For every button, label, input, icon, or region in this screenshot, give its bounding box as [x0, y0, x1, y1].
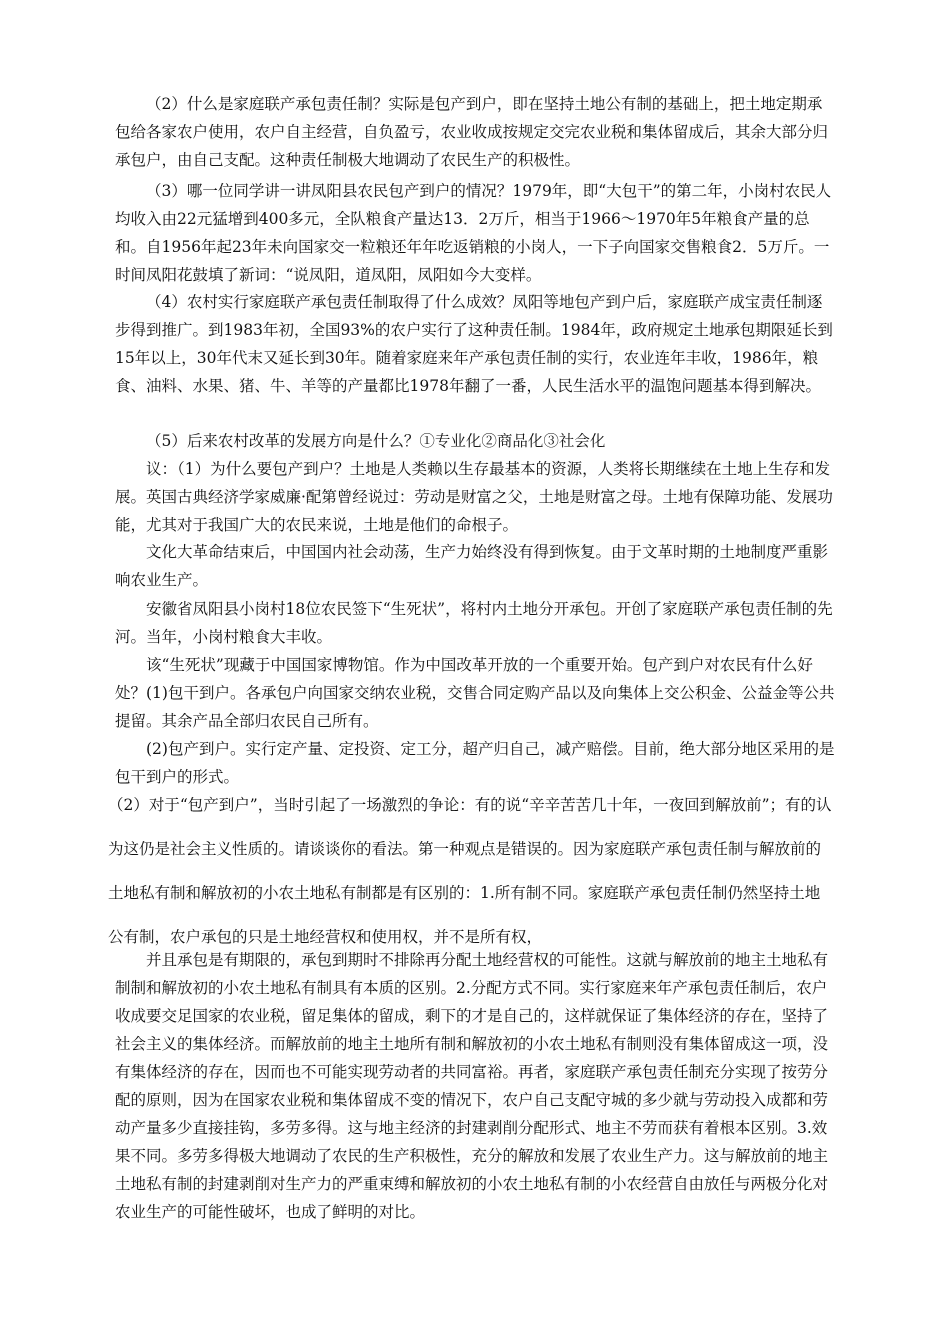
paragraph-life-death-pledge: 安徽省凤阳县小岗村18位农民签下“生死状”，将村内土地分开承包。开创了家庭联产承包责任制的先河。当年，小岗村粮食大丰收。 [115, 600, 833, 646]
paragraph-household-responsibility-definition: （2）什么是家庭联产承包责任制？实际是包产到户，即在坚持土地公有制的基础上，把土地定期承包给各家农户使用，农户自主经营，自负盈亏，农业收成按规定交完农业税和集体留成后，其余大部分归承包户，由自己支配。这种责任制极大地调动了农民生产的积极性。 [115, 95, 829, 169]
paragraph-reform-results: （4）农村实行家庭联产承包责任制取得了什么成效？凤阳等地包产到户后，家庭联产成宝责任制逐步得到推广。到1983年初，全国93%的农户实行了这种责任制。1984年，政府规定土地承包期限延长到15年以上，30年代末又延长到30年。随着家庭来年产承包责任制的实行，农业连年丰收，1986年，粮食、油料、水果、猪、牛、羊等的产量都比1978年翻了一番，人民生活水平的温饱问题基本得到解决。 [115, 293, 833, 395]
paragraph-reform-direction: （5）后来农村改革的发展方向是什么？①专业化②商品化③社会化 [146, 432, 606, 450]
paragraph-output-contracting: (2)包产到户。实行定产量、定投资、定工分，超产归自己，减产赔偿。目前，绝大部分地区采用的是包干到户的形式。 [115, 740, 835, 786]
paragraph-discussion-why: 议：（1）为什么要包产到户？土地是人类赖以生存最基本的资源，人类将长期继续在土地上生存和发展。英国古典经济学家威廉·配第曾经说过：劳动是财富之父，土地是财富之母。土地有保障功能、发展功能，尤其对于我国广大的农民来说，土地是他们的命根子。 [115, 460, 833, 534]
paragraph-differences: 并且承包是有期限的，承包到期时不排除再分配土地经营权的可能性。这就与解放前的地主土地私有制制和解放初的小农土地私有制具有本质的区别。2.分配方式不同。实行家庭来年产承包责任制后，农户收成要交足国家的农业税，留足集体的留成，剩下的才是自己的，这样就保证了集体经济的存在，坚持了社会主义的集体经济。而解放前的地主土地所有制和解放初的小农土地私有制则没有集体留成这一项，没有集体经济的存在，因而也不可能实现劳动者的共同富裕。再者，家庭联产承包责任制充分实现了按劳分配的原则，因为在国家农业税和集体留成不变的情况下，农户自己支配守城的多少就与劳动投入成都和劳动产量多少直接挂钩，多劳多得。这与地主经济的封建剥削分配形式、地主不劳而获有着根本区别。3.效果不同。多劳多得极大地调动了农民的生产积极性，充分的解放和发展了农业生产力。这与解放前的地主土地私有制的封建剥削对生产力的严重束缚和解放初的小农土地私有制的小农经营自由放任与两极分化对农业生产的可能性破坏，也成了鲜明的对比。 [115, 951, 829, 1221]
paragraph-cultural-revolution: 文化大革命结束后，中国国内社会动荡，生产力始终没有得到恢复。由于文革时期的土地制度严重影响农业生产。 [115, 543, 829, 589]
paragraph-benefits-to-farmers: 该“生死状”现藏于中国国家博物馆。作为中国改革开放的一个重要开始。包产到户对农民有什么好处？(1)包干到户。各承包户向国家交纳农业税，交售合同定购产品以及向集体上交公积金、公益金等公共提留。其余产品全部归农民自己所有。 [115, 656, 835, 730]
paragraph-debate: （2）对于“包产到户”，当时引起了一场激烈的争论：有的说“辛辛苦苦几十年，一夜回到解放前”；有的认为这仍是社会主义性质的。请谈谈你的看法。第一种观点是错误的。因为家庭联产承包责任制与解放前的土地私有制和解放初的小农土地私有制都是有区别的：1.所有制不同。家庭联产承包责任制仍然坚持土地公有制，农户承包的只是土地经营权和使用权，并不是所有权， [108, 796, 832, 946]
paragraph-fengyang-xiaogang: （3）哪一位同学讲一讲凤阳县农民包产到户的情况？1979年，即“大包干”的第二年，小岗村农民人均收入由22元猛增到400多元，全队粮食产量达13．2万斤，相当于1966～1970年5年粮食产量的总和。自1956年起23年未向国家交一粒粮还年年吃返销粮的小岗人，一下子向国家交售粮食2．5万斤。一时间凤阳花鼓填了新词：“说凤阳，道凤阳，凤阳如今大变样。 [115, 182, 832, 284]
